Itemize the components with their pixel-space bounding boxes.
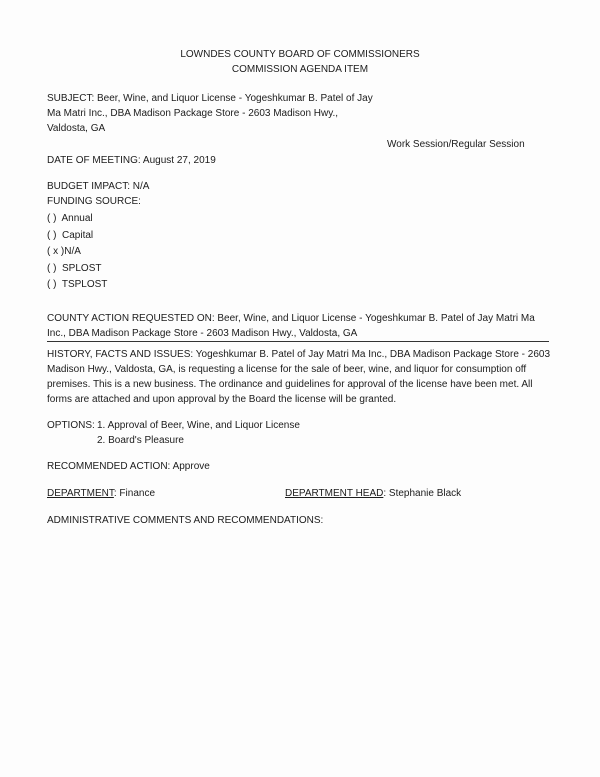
department-head-label: DEPARTMENT HEAD <box>285 488 384 499</box>
department-head <box>285 488 461 500</box>
department <box>47 488 155 500</box>
history-line: premises. This is a new business. The ordinance and guidelines for approval of the license have been met. All <box>47 379 533 390</box>
option-item: 1. Approval of Beer, Wine, and Liquor License <box>97 420 300 431</box>
history-line: Madison Hwy., Valdosta, GA, is requesting a license for the sale of beer, wine, and liquor for consumption off <box>47 364 527 375</box>
history-line: forms are attached and upon approval by the Board the license will be granted. <box>47 394 397 405</box>
checkbox-mark: ( ) <box>47 230 57 241</box>
session-type: Work Session/Regular Session <box>387 139 525 150</box>
budget-impact: BUDGET IMPACT: N/A <box>47 181 150 192</box>
department-label: DEPARTMENT <box>47 488 114 499</box>
recommended-action: RECOMMENDED ACTION: Approve <box>47 461 210 472</box>
funding-option <box>47 230 93 242</box>
checkbox-mark: ( ) <box>47 263 57 274</box>
checkbox-mark: ( x ) <box>47 246 65 257</box>
department-value: : Finance <box>113 488 156 499</box>
checkbox-mark: ( ) <box>47 279 57 290</box>
funding-option <box>47 279 107 291</box>
option-item: 2. Board's Pleasure <box>97 435 184 446</box>
subject-line: Ma Matri Inc., DBA Madison Package Store - 2603 Madison Hwy., <box>47 108 339 119</box>
funding-option <box>47 213 93 225</box>
admin-comments: ADMINISTRATIVE COMMENTS AND RECOMMENDATIONS: <box>47 515 324 526</box>
county-action-line: Inc., DBA Madison Package Store - 2603 Madison Hwy., Valdosta, GA <box>47 328 358 339</box>
funding-option-label: N/A <box>64 246 81 257</box>
county-action-line: COUNTY ACTION REQUESTED ON: Beer, Wine, and Liquor License - Yogeshkumar B. Patel of Jay Matri Ma <box>47 313 535 324</box>
checkbox-mark: ( ) <box>47 213 57 224</box>
department-head-value: : Stephanie Black <box>383 488 462 499</box>
history-line: HISTORY, FACTS AND ISSUES: Yogeshkumar B. Patel of Jay Matri Ma Inc., DBA Madison Package Store - 2603 <box>47 349 551 360</box>
funding-option-label: Annual <box>61 213 93 224</box>
funding-option-label: SPLOST <box>62 263 102 274</box>
options-label: OPTIONS: <box>47 420 95 431</box>
funding-option-label: TSPLOST <box>61 279 108 290</box>
funding-option-label: Capital <box>62 230 94 241</box>
funding-option <box>47 246 81 258</box>
divider <box>47 341 549 342</box>
funding-option <box>47 263 101 275</box>
subject-line: SUBJECT: Beer, Wine, and Liquor License - Yogeshkumar B. Patel of Jay <box>47 93 373 104</box>
header-title: LOWNDES COUNTY BOARD OF COMMISSIONERS <box>180 49 420 60</box>
subject-line: Valdosta, GA <box>47 123 106 134</box>
header-subtitle: COMMISSION AGENDA ITEM <box>231 64 369 75</box>
date-of-meeting: DATE OF MEETING: August 27, 2019 <box>47 155 216 166</box>
funding-source-label: FUNDING SOURCE: <box>47 196 141 207</box>
